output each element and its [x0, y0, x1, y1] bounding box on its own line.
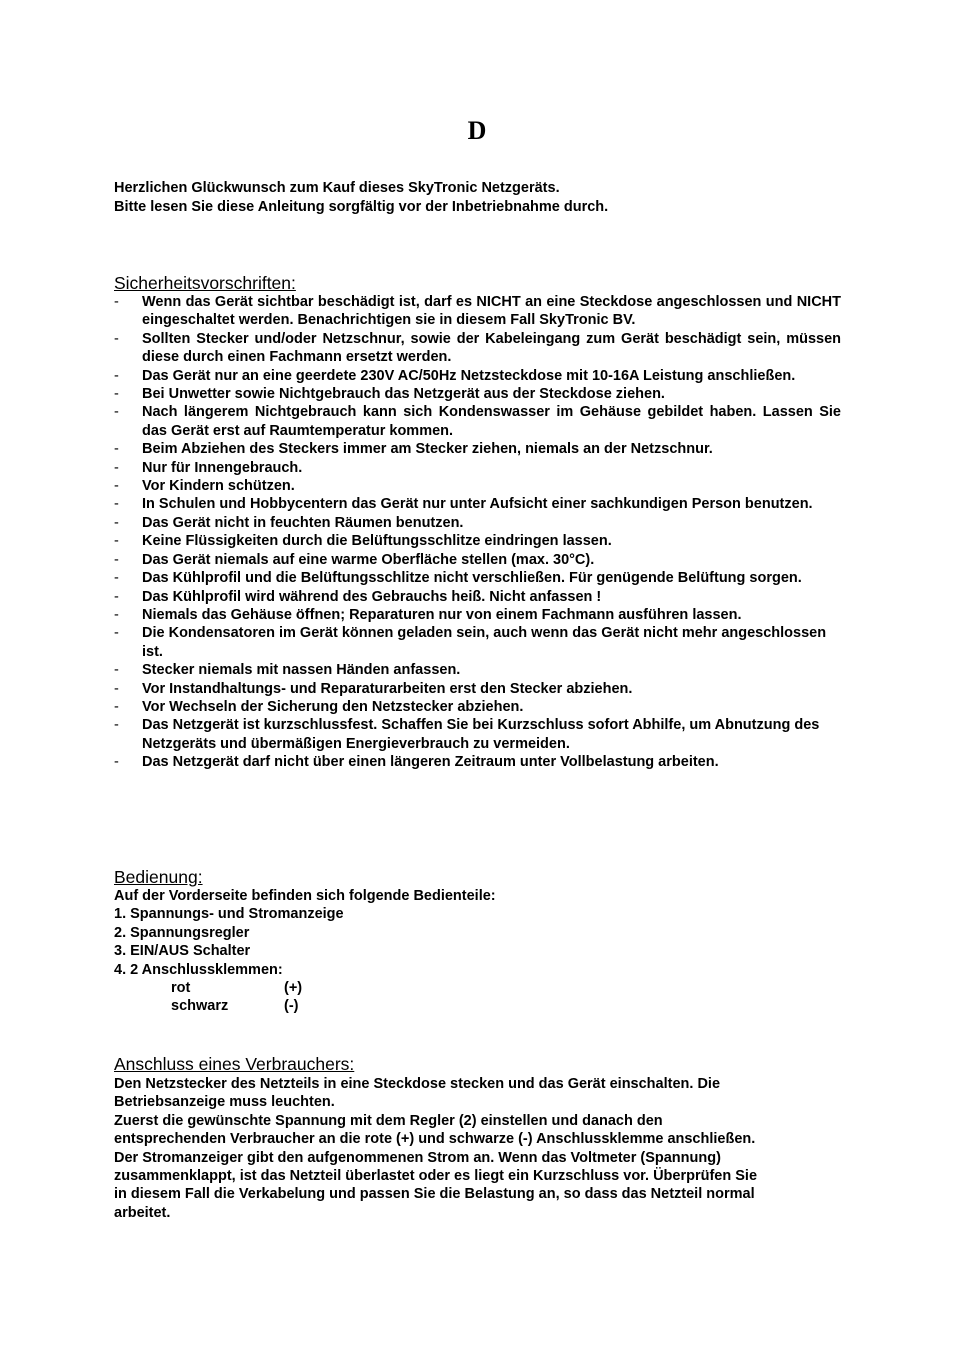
safety-item-text: Niemals das Gehäuse öffnen; Reparaturen nur von einem Fachmann ausführen lassen.: [142, 606, 742, 623]
safety-item-text: In Schulen und Hobbycentern das Gerät nur unter Aufsicht einer sachkundigen Person benutzen.: [142, 496, 813, 513]
control-item: 4. 2 Anschlussklemmen:: [114, 961, 283, 978]
intro-line: Herzlichen Glückwunsch zum Kauf dieses SkyTronic Netzgeräts.: [114, 180, 560, 196]
bullet-dash: -: [114, 367, 119, 384]
intro-line: Bitte lesen Sie diese Anleitung sorgfältig vor der Inbetriebnahme durch.: [114, 199, 609, 215]
safety-item: [114, 532, 841, 550]
safety-item-text: Das Gerät niemals auf eine warme Oberfläche stellen (max. 30°C).: [142, 551, 595, 568]
safety-item-text: Sollten Stecker und/oder Netzschnur, sowie der Kabeleingang zum Gerät beschädigt sein, müssen diese durch einen Fachmann ersetzt werden.: [142, 330, 841, 366]
bullet-dash: -: [114, 680, 119, 697]
safety-item-text: Nur für Innengebrauch.: [142, 459, 303, 476]
safety-item: [114, 624, 841, 661]
safety-item-text: Vor Wechseln der Sicherung den Netzstecker abziehen.: [142, 698, 524, 715]
safety-item: [114, 477, 841, 495]
connection-line: arbeitet.: [114, 1204, 171, 1221]
bullet-dash: -: [114, 404, 119, 421]
safety-item: [114, 459, 841, 477]
safety-item-text: Bei Unwetter sowie Nichtgebrauch das Netzgerät aus der Steckdose ziehen.: [142, 386, 665, 403]
bullet-dash: -: [114, 496, 119, 513]
safety-item-text: Nach längerem Nichtgebrauch kann sich Kondenswasser im Gehäuse gebildet haben. Lassen Sie das Gerät erst auf Raumtemperatur kommen.: [142, 404, 841, 439]
connection-line: in diesem Fall die Verkabelung und passen Sie die Belastung an, so dass das Netzteil normal: [114, 1186, 755, 1203]
safety-item: [114, 551, 841, 569]
language-letter: D: [467, 116, 487, 145]
safety-item: [114, 716, 841, 753]
safety-item-text: Das Gerät nicht in feuchten Räumen benutzen.: [142, 514, 464, 531]
safety-item-text: Keine Flüssigkeiten durch die Belüftungsschlitze eindringen lassen.: [142, 533, 612, 550]
safety-item-text: Vor Instandhaltungs- und Reparaturarbeiten erst den Stecker abziehen.: [142, 680, 633, 697]
safety-item: [114, 385, 841, 403]
terminal-name: schwarz: [171, 998, 229, 1015]
safety-item-text: Das Netzgerät ist kurzschlussfest. Schaffen Sie bei Kurzschluss sofort Abhilfe, um Abnutzung des Netzgeräts und übermäßigen Energieverbrauch zu vermeiden.: [142, 717, 820, 752]
safety-item: [114, 698, 841, 716]
connection-line: Den Netzstecker des Netzteils in eine Steckdose stecken und das Gerät einschalten. Die: [114, 1076, 721, 1092]
intro-text: [114, 179, 854, 217]
safety-item: [114, 514, 841, 532]
connection-section: [114, 1075, 854, 1222]
bullet-dash: -: [114, 478, 119, 495]
operation-intro: Auf der Vorderseite befinden sich folgende Bedienteile:: [114, 888, 496, 904]
terminal-polarity: (+): [284, 980, 303, 997]
safety-item: [114, 495, 841, 513]
safety-item: [114, 440, 841, 458]
safety-item: [114, 330, 841, 367]
safety-item: [114, 293, 841, 330]
control-item: 1. Spannungs- und Stromanzeige: [114, 906, 344, 923]
safety-item: [114, 680, 841, 698]
connection-line: entsprechenden Verbraucher an die rote (+) und schwarze (-) Anschlussklemme anschließen.: [114, 1131, 756, 1148]
safety-item-text: Vor Kindern schützen.: [142, 478, 295, 495]
safety-item: [114, 588, 841, 606]
operation-section: [114, 887, 854, 1016]
safety-item-text: Wenn das Gerät sichtbar beschädigt ist, darf es NICHT an eine Steckdose angeschlossen und NICHT eingeschaltet werden. Benachrichtigen sie in diesem Fall SkyTronic BV.: [142, 294, 841, 329]
safety-item-text: Stecker niemals mit nassen Händen anfassen.: [142, 662, 461, 679]
safety-item-text: Die Kondensatoren im Gerät können geladen sein, auch wenn das Gerät nicht mehr angeschlossen ist.: [142, 625, 827, 660]
connection-line: Betriebsanzeige muss leuchten.: [114, 1094, 335, 1111]
connection-line: zusammenklappt, ist das Netzteil überlastet oder es liegt ein Kurzschluss vor. Überprüfen Sie: [114, 1168, 758, 1185]
bullet-dash: -: [114, 386, 119, 403]
bullet-dash: -: [114, 754, 119, 771]
safety-heading: Sicherheitsvorschriften:: [114, 273, 296, 293]
operation-heading: Bedienung:: [114, 867, 203, 887]
safety-item-text: Das Kühlprofil wird während des Gebrauchs heiß. Nicht anfassen !: [142, 588, 602, 605]
bullet-dash: -: [114, 330, 119, 347]
safety-item-text: Das Kühlprofil und die Belüftungsschlitze nicht verschließen. Für genügende Belüftung sorgen.: [142, 570, 802, 587]
safety-item-text: Das Gerät nur an eine geerdete 230V AC/50Hz Netzsteckdose mit 10-16A Leistung anschließen.: [142, 367, 796, 384]
safety-item: [114, 753, 841, 771]
bullet-dash: -: [114, 441, 119, 458]
safety-list: [114, 293, 841, 772]
bullet-dash: -: [114, 551, 119, 568]
bullet-dash: -: [114, 662, 119, 679]
safety-item: [114, 606, 841, 624]
bullet-dash: -: [114, 570, 119, 587]
safety-item: [114, 661, 841, 679]
connection-line: Der Stromanzeiger gibt den aufgenommenen Strom an. Wenn das Voltmeter (Spannung): [114, 1149, 721, 1166]
bullet-dash: -: [114, 588, 119, 605]
safety-item-text: Beim Abziehen des Steckers immer am Stecker ziehen, niemals an der Netzschnur.: [142, 441, 713, 458]
bullet-dash: -: [114, 533, 119, 550]
connection-heading: Anschluss eines Verbrauchers:: [114, 1054, 355, 1074]
terminal-row-black: [114, 997, 854, 1015]
bullet-dash: -: [114, 514, 119, 531]
connection-line: Zuerst die gewünschte Spannung mit dem Regler (2) einstellen und danach den: [114, 1112, 663, 1129]
bullet-dash: -: [114, 625, 119, 642]
bullet-dash: -: [114, 459, 119, 476]
control-item: 3. EIN/AUS Schalter: [114, 943, 251, 960]
bullet-dash: -: [114, 717, 119, 734]
safety-item: [114, 403, 841, 440]
bullet-dash: -: [114, 294, 119, 310]
bullet-dash: -: [114, 698, 119, 715]
terminal-name: rot: [171, 980, 191, 997]
bullet-dash: -: [114, 606, 119, 623]
safety-item: [114, 569, 841, 587]
terminal-row-red: [114, 979, 854, 997]
terminal-polarity: (-): [284, 998, 299, 1015]
safety-item: [114, 367, 841, 385]
safety-item-text: Das Netzgerät darf nicht über einen längeren Zeitraum unter Vollbelastung arbeiten.: [142, 754, 719, 771]
control-item: 2. Spannungsregler: [114, 924, 250, 941]
